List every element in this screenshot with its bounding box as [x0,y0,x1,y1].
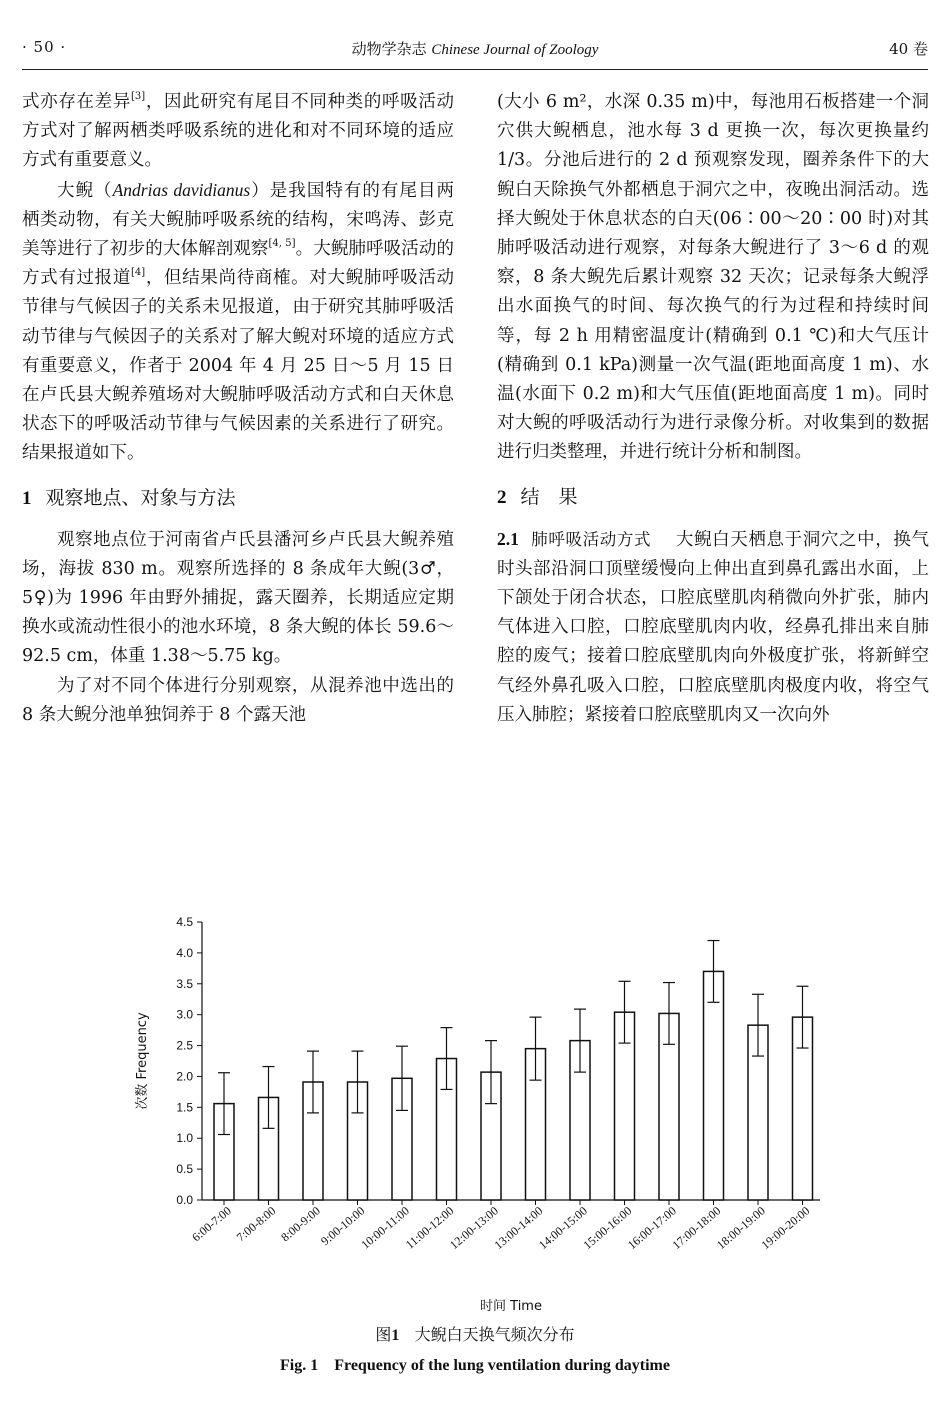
y-tick-label: 1.5 [176,1100,193,1115]
left-column [22,88,454,730]
y-tick-label: 3.5 [176,976,193,991]
section-heading [497,482,929,513]
x-tick-label: 8:00-9:00 [278,1203,323,1245]
text: ）是我国特有的有尾目两栖类动物，有关大鲵肺呼吸系统的结构，宋鸣涛、彭克美等进行了初步的大体解剖观察 [22,180,455,260]
citation: [4, 5] [268,238,296,250]
bar-chart [130,912,830,1317]
paragraph: (大小 6 m²，水深 0.35 m)中，每池用石板搭建一个洞穴供大鲵栖息，池水每 3 d 更换一次，每次更换量约 1/3。分池后进行的 2 d 预观察发现，圈养条件下的大鲵白天除换气外都栖息于洞穴之中，夜晚出洞活动。选择大鲵处于休息状态的白天(06∶00～20∶00 时)对其肺呼吸活动进行观察，对每条大鲵进行了 3～6 d 的观察，8 条大鲵先后累计观察 32 天次；记录每条大鲵浮出水面换气的时间、每次换气的行为过程和持续时间等，每 2 h 用精密温度计(精确到 0.1 ℃)和大气压计(精确到 0.1 kPa)测量一次气温(距地面高度 1 m)、水温(水面下 0.2 m)和大气压值(距地面高度 1 m)。同时对大鲵的呼吸活动行为进行录像分析。对收集到的数据进行归类整理，并进行统计分析和制图。 [497,92,929,463]
x-axis-title: 时间 Time [480,1299,542,1314]
species-name: Andrias davidianus [112,179,251,200]
section-number: 2 [497,486,507,508]
right-column [497,88,929,730]
paragraph: 观察地点位于河南省卢氏县潘河乡卢氏县大鲵养殖场，海拔 830 m。观察所选择的 8 条成年大鲵(3♂，5♀)为 1996 年由野外捕捉，露天圈养，长期适应定期换水或流动性很小的池水环境，8 条大鲵的体长 59.6～92.5 cm，体重 1.38～5.75 kg。 [22,529,454,667]
subsection-number: 2.1 [497,528,519,549]
x-tick-label: 18:00-19:00 [713,1203,768,1253]
running-header [22,38,928,66]
y-tick-label: 2.0 [176,1069,193,1084]
subsection-paragraph [497,525,929,730]
y-tick-label: 1.0 [176,1131,193,1146]
section-title: 结 果 [520,485,578,508]
y-tick-label: 4.5 [176,915,193,929]
figure-caption-en: Fig. 1 Frequency of the lung ventilation during daytime [280,1357,670,1374]
section-heading [22,483,454,514]
y-axis-title: 次数 Frequency [135,1012,150,1110]
y-tick-label: 0.0 [176,1193,193,1207]
x-tick-label: 7:00-8:00 [233,1203,279,1245]
text: 大鲵白天栖息于洞穴之中，换气时头部沿洞口顶壁缓慢向上伸出直到鼻孔露出水面，上下颌处于闭合状态，口腔底壁肌肉稍微向外扩张，肺内气体进入口腔，口腔底壁肌肉内收，经鼻孔排出来自肺腔的废气；接着口腔底壁肌肉向外极度扩张，将新鲜空气经外鼻孔吸入口腔，口腔底壁肌肉极度内收，将空气压入肺腔；紧接着口腔底壁肌肉又一次向外 [497,529,929,725]
x-tick-label: 14:00-15:00 [535,1203,590,1253]
x-tick-label: 12:00-13:00 [446,1203,501,1253]
x-tick-label: 10:00-11:00 [358,1203,412,1252]
bar [704,971,724,1200]
x-tick-label: 9:00-10:00 [318,1203,368,1249]
text: 式亦存在差异 [22,92,131,112]
x-tick-label: 16:00-17:00 [624,1203,679,1253]
caption-number: 1 [391,1327,400,1344]
y-tick-label: 0.5 [176,1162,193,1177]
y-tick-label: 3.0 [176,1007,193,1022]
text: 大鲵（ [57,180,113,201]
x-tick-label: 11:00-12:00 [402,1203,457,1252]
citation: [3] [131,91,146,102]
x-tick-label: 15:00-16:00 [580,1203,635,1253]
citation: [4] [131,267,146,279]
paragraph [22,176,454,469]
journal-title [22,38,928,59]
subsection-title: 肺呼吸活动方式 [531,529,652,549]
paragraph [22,88,454,176]
section-title: 观察地点、对象与方法 [45,486,236,509]
y-tick-label: 2.5 [176,1038,193,1053]
caption-label: 图 [375,1325,392,1344]
x-tick-label: 19:00-20:00 [758,1203,813,1253]
x-tick-label: 6:00-7:00 [189,1203,234,1245]
page-number: · 50 · [22,38,67,56]
x-tick-label: 13:00-14:00 [491,1203,546,1253]
text: 。大鲵肺呼吸活动的方式有过报道 [22,239,455,289]
journal-title-en: Chinese Journal of Zoology [431,42,599,58]
journal-title-cn: 动物学杂志 [351,40,427,58]
paragraph: 为了对不同个体进行分别观察，从混养池中选出的 8 条大鲵分池单独饲养于 8 个露天池 [22,675,454,725]
caption-text: 大鲵白天换气频次分布 [414,1325,575,1344]
volume-number: 40 卷 [889,40,928,58]
text: ，但结果尚待商榷。对大鲵肺呼吸活动节律与气候因子的关系未见报道，由于研究其肺呼吸活动节律与气候因子的关系对了解大鲵对环境的适应方式有重要意义，作者于 2004 年 4 月 25 日～5 月 15 日在卢氏县大鲵养殖场对大鲵肺呼吸活动方式和白天休息状态下的呼吸活动节律与气候因素的关系进行了研究。结果报道如下。 [22,268,455,464]
y-tick-label: 4.0 [176,945,193,960]
x-tick-label: 17:00-18:00 [669,1203,724,1253]
section-number: 1 [22,487,32,509]
text: ，因此研究有尾目不同种类的呼吸活动方式对了解两栖类呼吸系统的进化和对不同环境的适应方式有重要意义。 [22,92,455,171]
header-rule [22,69,928,70]
figure-caption-cn [0,1322,950,1345]
